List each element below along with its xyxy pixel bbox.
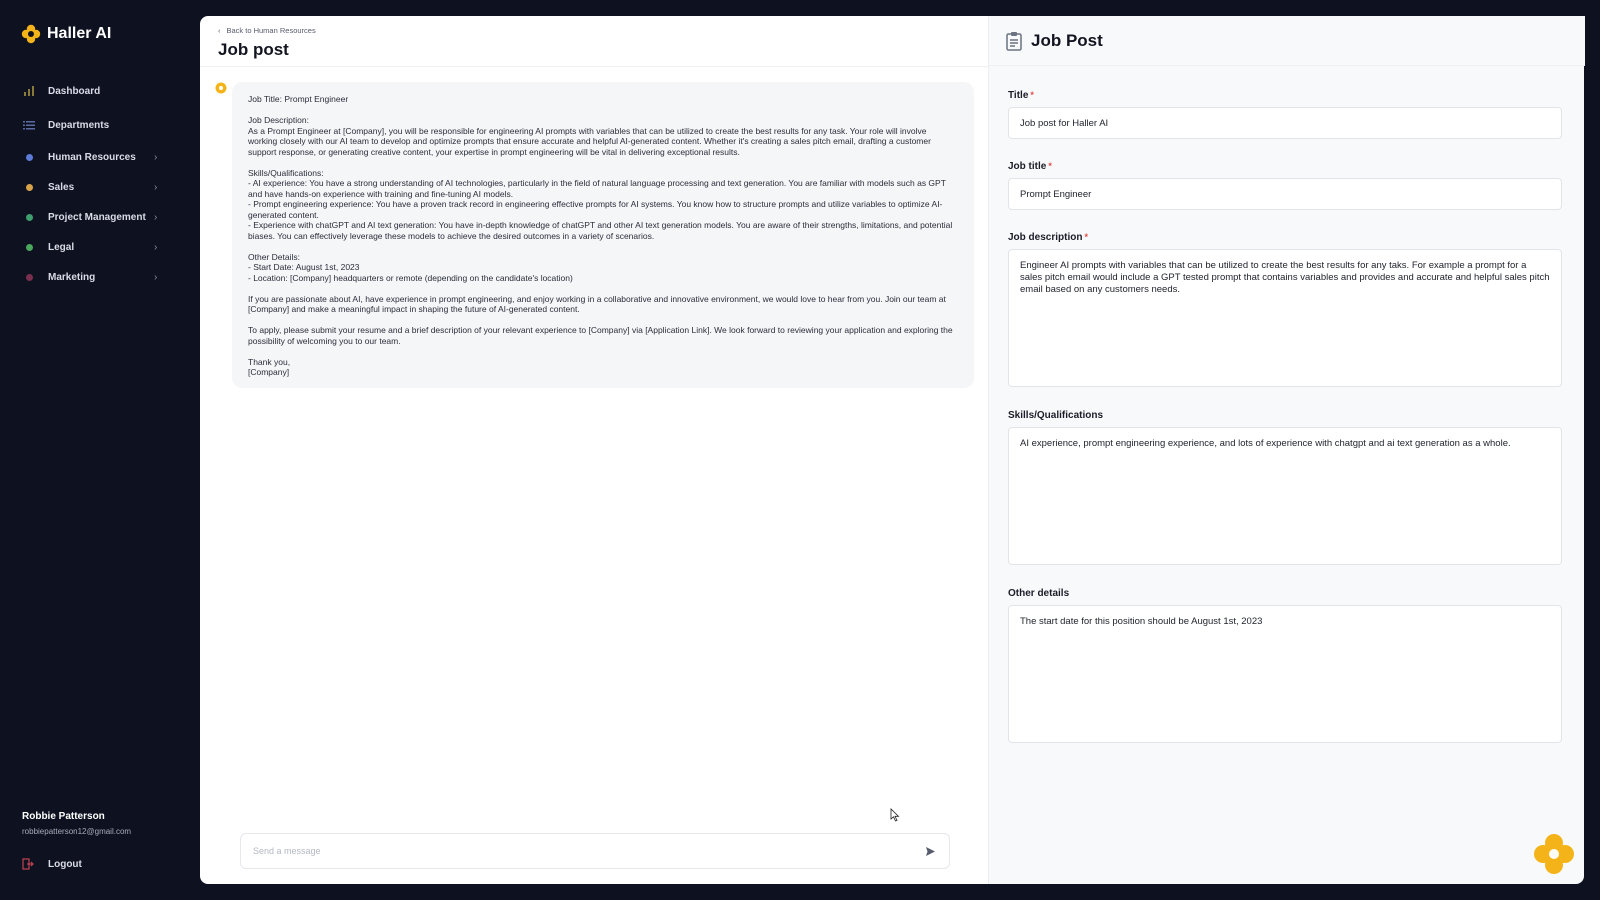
sidebar-item-label: Project Management [48,211,146,223]
job-title-input[interactable]: Prompt Engineer [1008,178,1562,210]
field-label [1008,161,1562,172]
user-profile[interactable] [22,811,131,836]
sidebar-item-label: Human Resources [48,151,136,163]
dot-icon [22,270,36,284]
dot-icon [22,180,36,194]
field-label-text: Title [1008,90,1029,101]
chat-panel [200,16,988,884]
field-label-text: Skills/Qualifications [1008,410,1104,421]
title-field [1008,90,1562,139]
sidebar-item-label: Dashboard [48,85,101,97]
chevron-right-icon: › [154,151,158,163]
back-link-label: Back to Human Resources [226,26,316,35]
haller-logo-icon [21,24,41,44]
skills-textarea[interactable]: AI experience, prompt engineering experience, and lots of experience with chatgpt and ai text generation as a whole. [1008,427,1562,565]
sidebar-item-legal[interactable] [0,232,198,262]
user-name: Robbie Patterson [22,811,105,822]
field-label-text: Other details [1008,588,1070,599]
message-input[interactable] [253,846,923,856]
logout-icon [22,858,34,870]
field-label-text: Job description [1008,232,1083,243]
dot-icon [22,210,36,224]
sidebar-item-dashboard[interactable] [0,74,198,108]
required-mark: * [1084,232,1088,242]
assistant-message: Job Title: Prompt Engineer Job Description: As a Prompt Engineer at [Company], you will be responsible for engineering AI prompts with variables that can be utilized to create the best results for any task. Your role will involve working closely with our AI team to develop and optimize prompts that ensure accurate and helpful AI-generated content. Whether it's creating a sales pitch email, drafting a customer support response, or generating creative content, your expertise in prompt engineering will be vital in delivering exceptional results. Skills/Qualifications: - AI experience: You have a strong understanding of AI technologies, particularly in the field of natural language processing and text generation. You are familiar with models such as GPT and have hands-on experience with training and fine-tuning AI models. - Prompt engineering experience: You have a proven track record in engineering effective prompts for AI systems. You know how to structure prompts and utilize variables to optimize AI-generated content. - Experience with chatGPT and AI text generation: You have in-depth knowledge of chatGPT and other AI text generation models. You are aware of their strengths, limitations, and potential biases. You can effectively leverage these models to achieve the desired outcomes in a variety of scenarios. Other Details: - Start Date: August 1st, 2023 - Location: [Company] headquarters or remote (depending on the candidate's location) If you are passionate about AI, have experience in prompt engineering, and enjoy working in a collaborative and innovative environment, we would love to hear from you. Join our team at [Company] and make a meaningful impact in shaping the future of AI-generated content. To apply, please submit your resume and a brief description of your relevant experience to [Company] via [Application Link]. We look forward to reviewing your application and exploring the possibility of welcoming you to our team. Thank you, [Company] [232,82,974,388]
field-label [1008,232,1562,243]
chevron-right-icon: › [154,211,158,223]
document-icon [1005,31,1023,51]
chevron-right-icon: › [154,271,158,283]
brand[interactable] [21,24,111,44]
other-details-textarea[interactable]: The start date for this position should be August 1st, 2023 [1008,605,1562,743]
sidebar-item-label: Marketing [48,271,96,283]
sidebar [0,0,198,900]
sidebar-item-label: Sales [48,181,75,193]
required-mark: * [1030,90,1034,100]
dot-icon [22,150,36,164]
field-label-text: Job title [1008,161,1047,172]
logout-label: Logout [48,858,82,870]
assistant-avatar-icon [215,82,227,94]
job-post-panel [988,16,1584,884]
skills-field [1008,410,1562,565]
field-label [1008,588,1562,599]
mouse-cursor-icon [890,808,900,822]
list-icon [22,118,36,132]
sidebar-item-project-management[interactable] [0,202,198,232]
haller-badge-icon[interactable] [1532,832,1576,876]
job-description-field [1008,232,1562,387]
required-mark: * [1048,161,1052,171]
job-title-field [1008,161,1562,210]
panel-title: Job Post [1031,30,1103,50]
message-composer [240,833,950,869]
chevron-right-icon: › [154,181,158,193]
divider [200,66,988,67]
field-label [1008,90,1562,101]
sidebar-item-human-resources[interactable] [0,142,198,172]
sidebar-item-sales[interactable] [0,172,198,202]
chevron-left-icon: ‹ [218,26,221,35]
user-email: robbiepatterson12@gmail.com [22,827,132,836]
sidebar-item-departments[interactable] [0,108,198,142]
back-link[interactable] [218,26,316,35]
app-name: Haller AI [47,25,112,42]
chevron-right-icon: › [154,241,158,253]
title-input[interactable]: Job post for Haller AI [1008,107,1562,139]
field-label [1008,410,1562,421]
panel-header [989,16,1585,66]
send-icon [925,846,936,857]
other-details-field [1008,588,1562,743]
sidebar-item-marketing[interactable] [0,262,198,292]
sidebar-item-label: Legal [48,241,75,253]
page-title: Job post [218,40,289,59]
dot-icon [22,240,36,254]
bar-chart-icon [22,84,36,98]
sidebar-nav [0,74,198,292]
job-description-textarea[interactable]: Engineer AI prompts with variables that can be utilized to create the best results for any taks. For example a prompt for a sales pitch email would include a GPT tested prompt that contains variables and provides and accurate and helpful sales pitch email based on any customers needs. [1008,249,1562,387]
logout-button[interactable] [22,858,82,870]
send-button[interactable] [923,844,937,858]
sidebar-item-label: Departments [48,119,110,131]
